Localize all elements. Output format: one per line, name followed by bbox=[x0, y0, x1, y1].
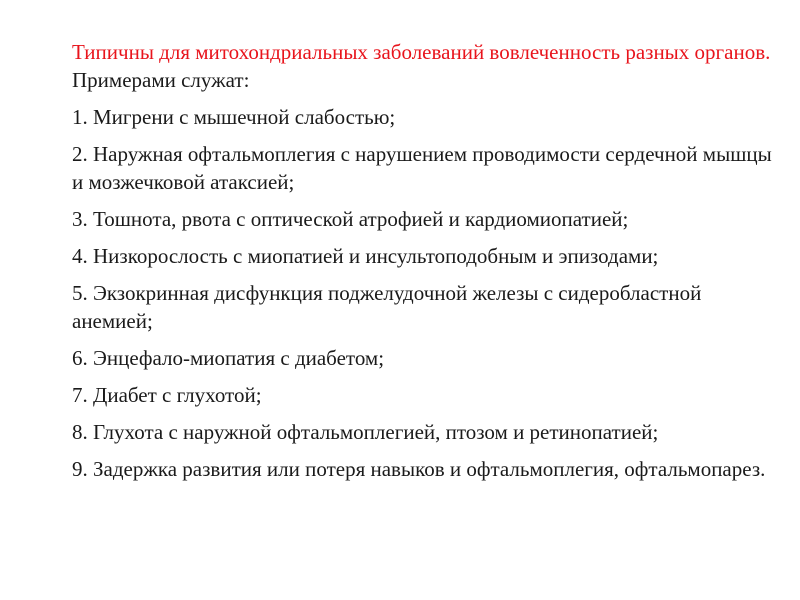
list-item: 9. Задержка развития или потеря навыков и офтальмоплегия, офтальмопарез. bbox=[72, 457, 766, 481]
list-item: 1. Мигрени с мышечной слабостью; bbox=[72, 105, 396, 129]
list-item: 4. Низкорослость с миопатией и инсультоподобным и эпизодами; bbox=[72, 244, 659, 268]
slide-body bbox=[72, 38, 772, 492]
list-item: 7. Диабет с глухотой; bbox=[72, 383, 262, 407]
intro-highlight: Типичны для митохондриальных заболеваний вовлеченность разных органов. bbox=[72, 40, 771, 64]
intro-text: Примерами служат: bbox=[72, 68, 250, 92]
intro-paragraph bbox=[72, 38, 772, 94]
list-item: 2. Наружная офтальмоплегия с нарушением проводимости сердечной мышцы и мозжечковой атаксией; bbox=[72, 142, 772, 194]
list-item: 5. Экзокринная дисфункция поджелудочной железы с сидеробластной анемией; bbox=[72, 281, 702, 333]
list-item: 6. Энцефало-миопатия с диабетом; bbox=[72, 346, 385, 370]
list-item: 3. Тошнота, рвота с оптической атрофией и кардиомиопатией; bbox=[72, 207, 629, 231]
list-item: 8. Глухота с наружной офтальмоплегией, птозом и ретинопатией; bbox=[72, 420, 659, 444]
